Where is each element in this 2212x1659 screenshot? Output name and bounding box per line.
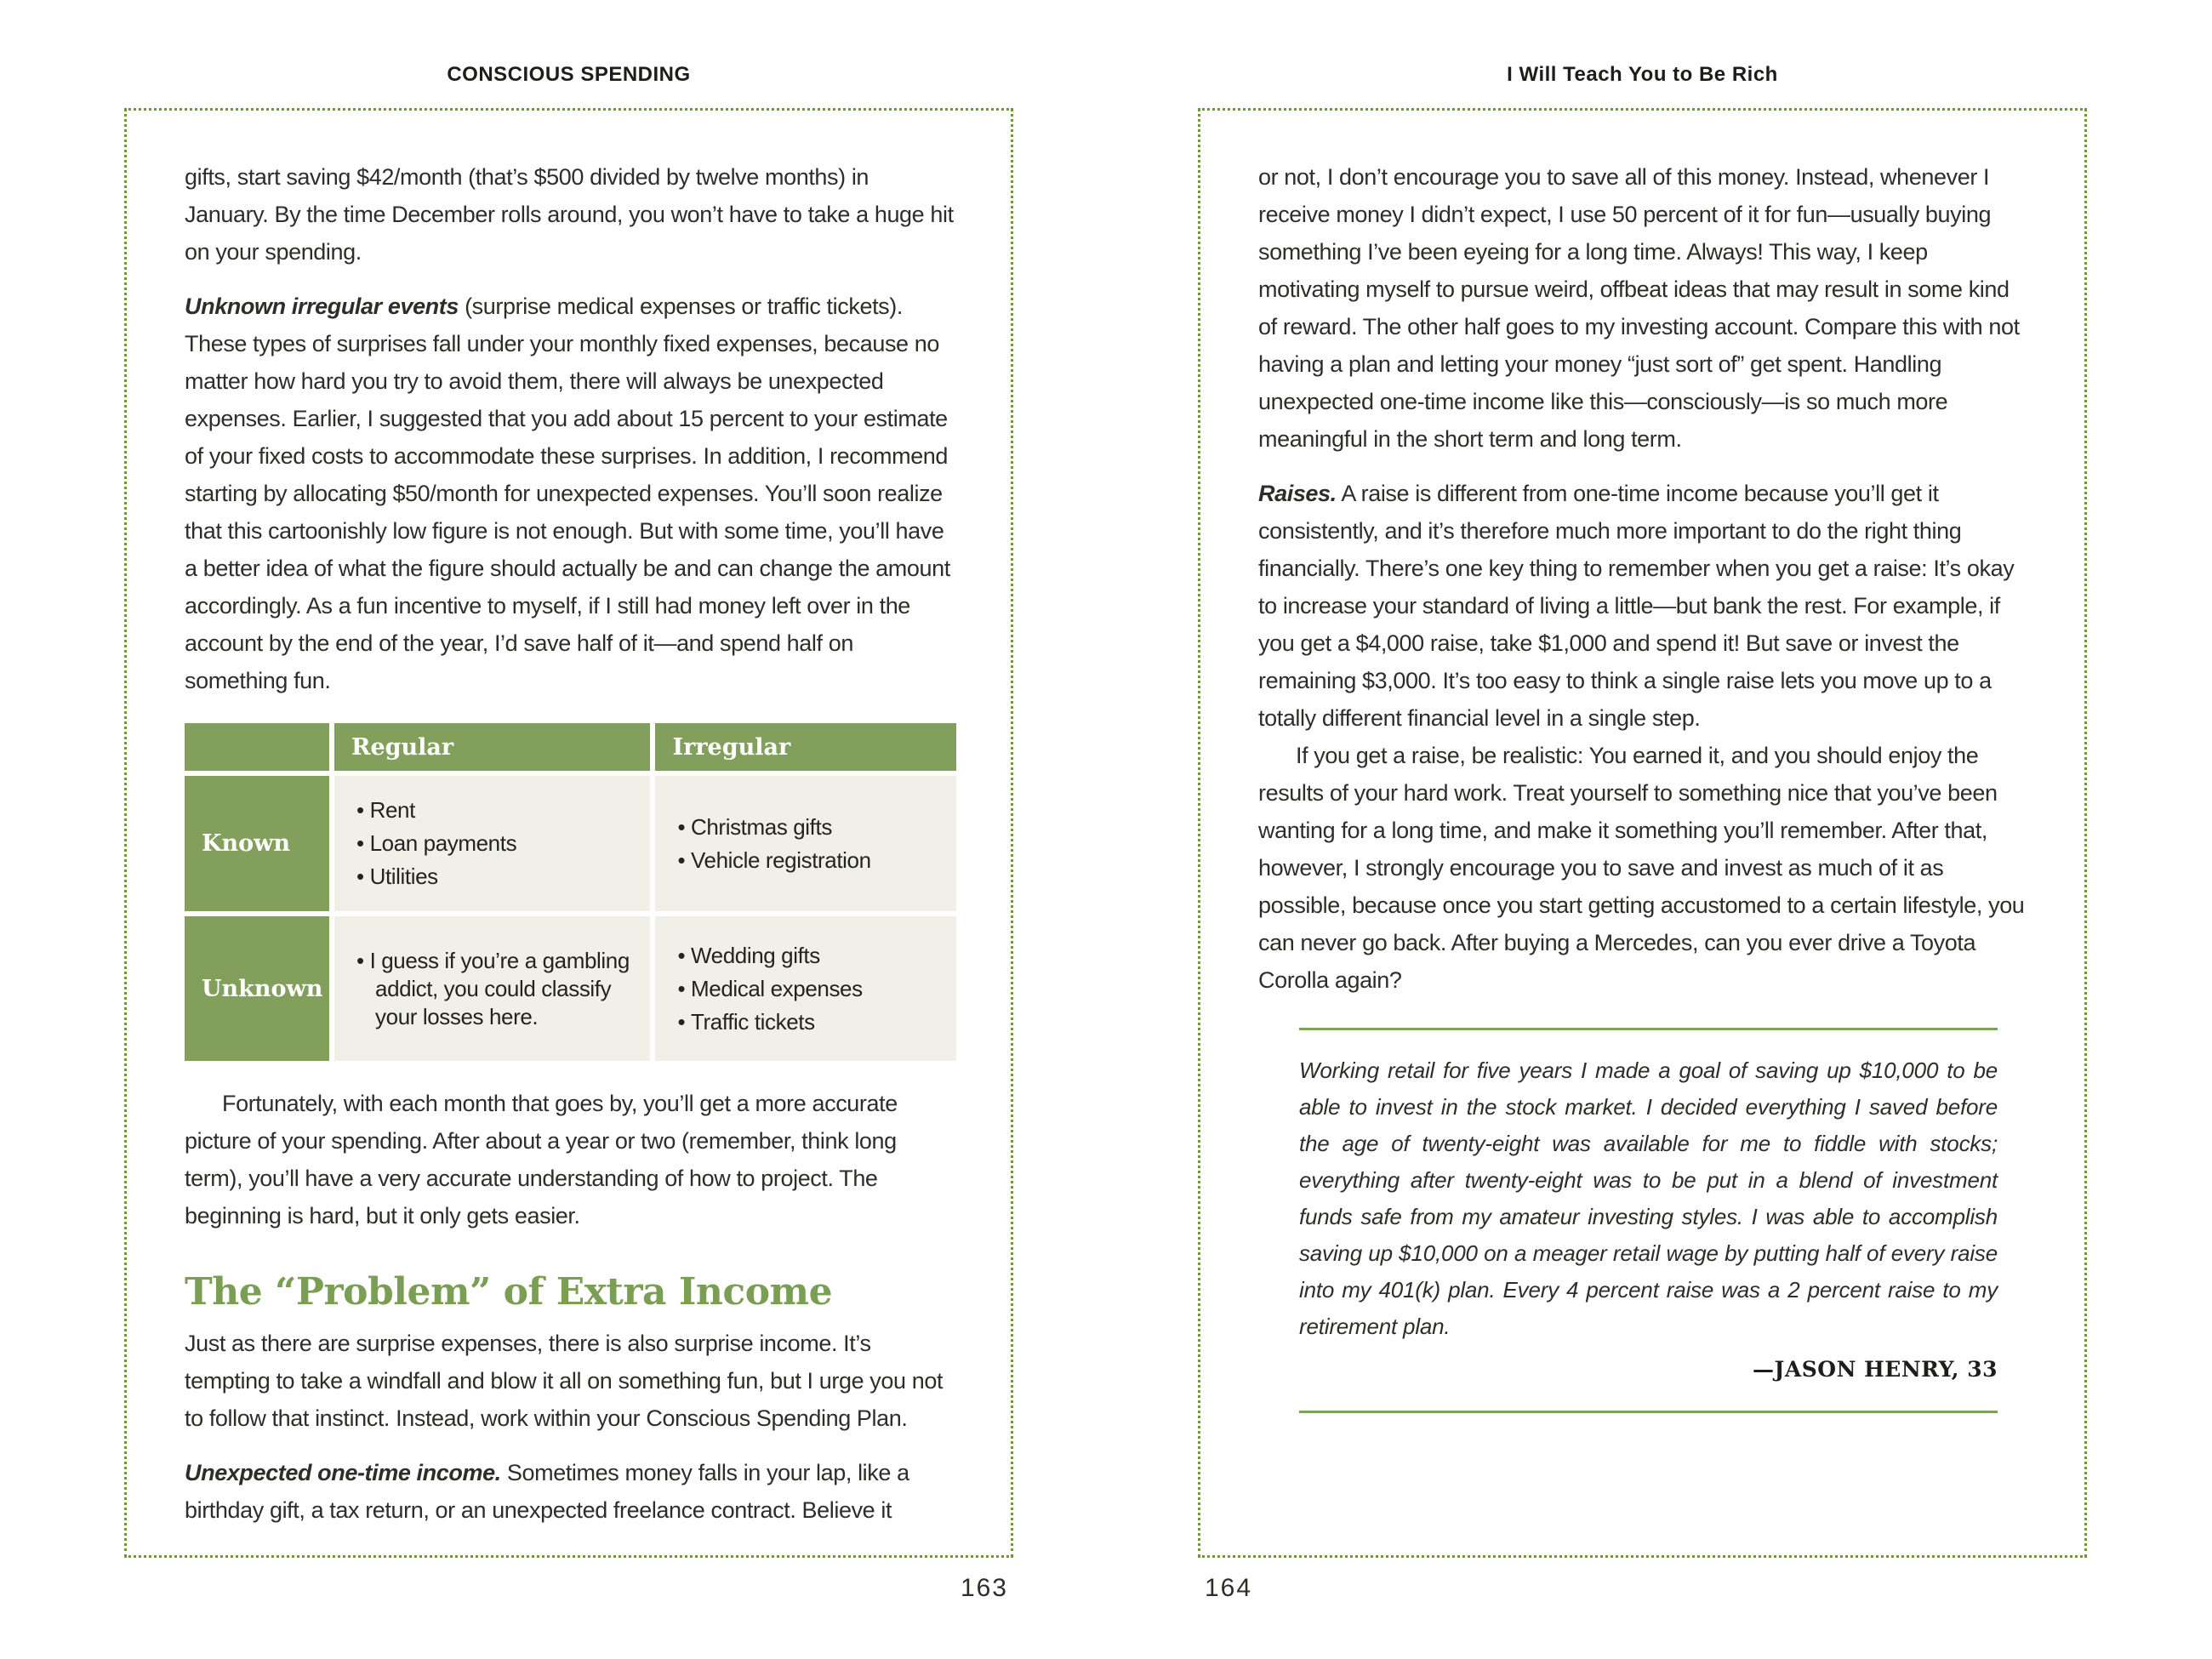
list-item: • Loan payments [356, 830, 636, 858]
list-item: • Christmas gifts [677, 813, 943, 841]
paragraph-unexpected-one-time-income [185, 1454, 956, 1529]
right-page [1198, 108, 2087, 1558]
section-heading-problem-of-extra-income: The “Problem” of Extra Income [185, 1270, 833, 1314]
row-label-known: Known [185, 776, 329, 911]
paragraph: or not, I don’t encourage you to save all of this money. Instead, whenever I receive money I didn’t expect, I use 50 percent of it for fun—usually buying something I’ve been eyeing for a long time. Always! This way, I keep motivating myself to pursue weird, offbeat ideas that may result in some kind of reward. The other half goes to my investing account. Compare this with not having a plan and letting your money “just sort of” get spent. Handling unexpected one-time income like this—consciously—is so much more meaningful in the short term and long term. [1258, 164, 2020, 452]
paragraph: Fortunately, with each month that goes by, you’ll get a more accurate picture of your spending. After about a year or two (remember, think long term), you’ll have a very accurate understanding of how to project. The beginning is hard, but it only gets easier. [185, 1091, 898, 1229]
paragraph-lead: Unknown irregular events [185, 294, 459, 319]
paragraph-lead: Unexpected one-time income. [185, 1460, 501, 1485]
testimonial-quote: Working retail for five years I made a goal of saving up $10,000 to be able to invest in the stock market. I decided everything I saved before the age of twenty-eight was available for me to fiddle with stocks; everything after twenty-eight was to be put in a blend of investment funds safe from my amateur investing styles. I was able to accomplish saving up $10,000 on a meager retail wage by putting half of every raise into my 401(k) plan. Every 4 percent raise was a 2 percent raise to my retirement plan. [1299, 1058, 1998, 1339]
paragraph-unknown-irregular-events [185, 288, 956, 699]
row-label-unknown: Unknown [185, 916, 329, 1061]
table-cell-known-irregular [655, 776, 956, 911]
paragraph: If you get a raise, be realistic: You earned it, and you should enjoy the results of your hard work. Treat yourself to something nice that you’ve been wanting for a long time, and make it something you’ll remember. After that, however, I strongly encourage you to save and invest as much of it as possible, because once you start getting accustomed to a certain lifestyle, you can never go back. After buying a Mercedes, can you ever drive a Toyota Corolla again? [1258, 743, 2025, 993]
running-head-left: CONSCIOUS SPENDING [447, 63, 691, 86]
table-header-row [185, 723, 956, 771]
table-cell-unknown-irregular [655, 916, 956, 1061]
table-header-regular: Regular [334, 723, 650, 771]
table-corner-cell [185, 723, 329, 771]
paragraph: gifts, start saving $42/month (that’s $500 divided by twelve months) in January. By the time December rolls around, you won’t have to take a huge hit on your spending. [185, 164, 954, 265]
known-unknown-expenses-table [180, 718, 961, 1066]
paragraph-text: Sometimes money falls in your lap, like a birthday gift, a tax return, or an unexpected freelance contract. Believe it [185, 1460, 909, 1523]
left-page [124, 108, 1013, 1558]
running-head-right: I Will Teach You to Be Rich [1507, 63, 1778, 86]
table-cell-unknown-regular [334, 916, 650, 1061]
testimonial-block [1299, 1028, 1998, 1413]
list-item: • Rent [356, 796, 636, 824]
table-row-known [185, 776, 956, 911]
list-item: • Medical expenses [677, 975, 943, 1003]
paragraph-raises [1258, 475, 2030, 737]
list-item: • Wedding gifts [677, 942, 943, 970]
list-item: • Traffic tickets [677, 1008, 943, 1036]
paragraph-text: (surprise medical expenses or traffic tickets). These types of surprises fall under your monthly fixed expenses, because no matter how hard you try to avoid them, there will always be unexpected expenses. Earlier, I suggested that you add about 15 percent to your estimate of your fixed costs to accommodate these surprises. In addition, I recommend starting by allocating $50/month for unexpected expenses. You’ll soon realize that this cartoonishly low figure is not enough. But with some time, you’ll have a better idea of what the figure should actually be and can change the amount accordingly. As a fun incentive to myself, if I still had money left over in the account by the end of the year, I’d save half of it—and spend half on something fun. [185, 294, 950, 693]
list-item: • Utilities [356, 863, 636, 891]
paragraph-lead: Raises. [1258, 481, 1337, 506]
testimonial-attribution: —JASON HENRY, 33 [1753, 1357, 1998, 1382]
page-number-164: 164 [1205, 1574, 1253, 1602]
paragraph: Just as there are surprise expenses, there is also surprise income. It’s tempting to take a windfall and blow it all on something fun, but I urge you not to follow that instinct. Instead, work within your Conscious Spending Plan. [185, 1331, 944, 1431]
list-item: • I guess if you’re a gambling addict, you could classify your losses here. [356, 947, 636, 1031]
paragraph-text: A raise is different from one-time income because you’ll get it consistently, and it’s therefore much more important to do the right thing financially. There’s one key thing to remember when you get a raise: It’s okay to increase your standard of living a little—but bank the rest. For example, if you get a $4,000 raise, take $1,000 and spend it! But save or invest the remaining $3,000. It’s too easy to think a single raise lets you move up to a totally different financial level in a single step. [1258, 481, 2015, 731]
table-cell-known-regular [334, 776, 650, 911]
table-row-unknown [185, 916, 956, 1061]
list-item: • Vehicle registration [677, 847, 943, 875]
page-number-163: 163 [960, 1574, 1008, 1602]
table-header-irregular: Irregular [655, 723, 956, 771]
